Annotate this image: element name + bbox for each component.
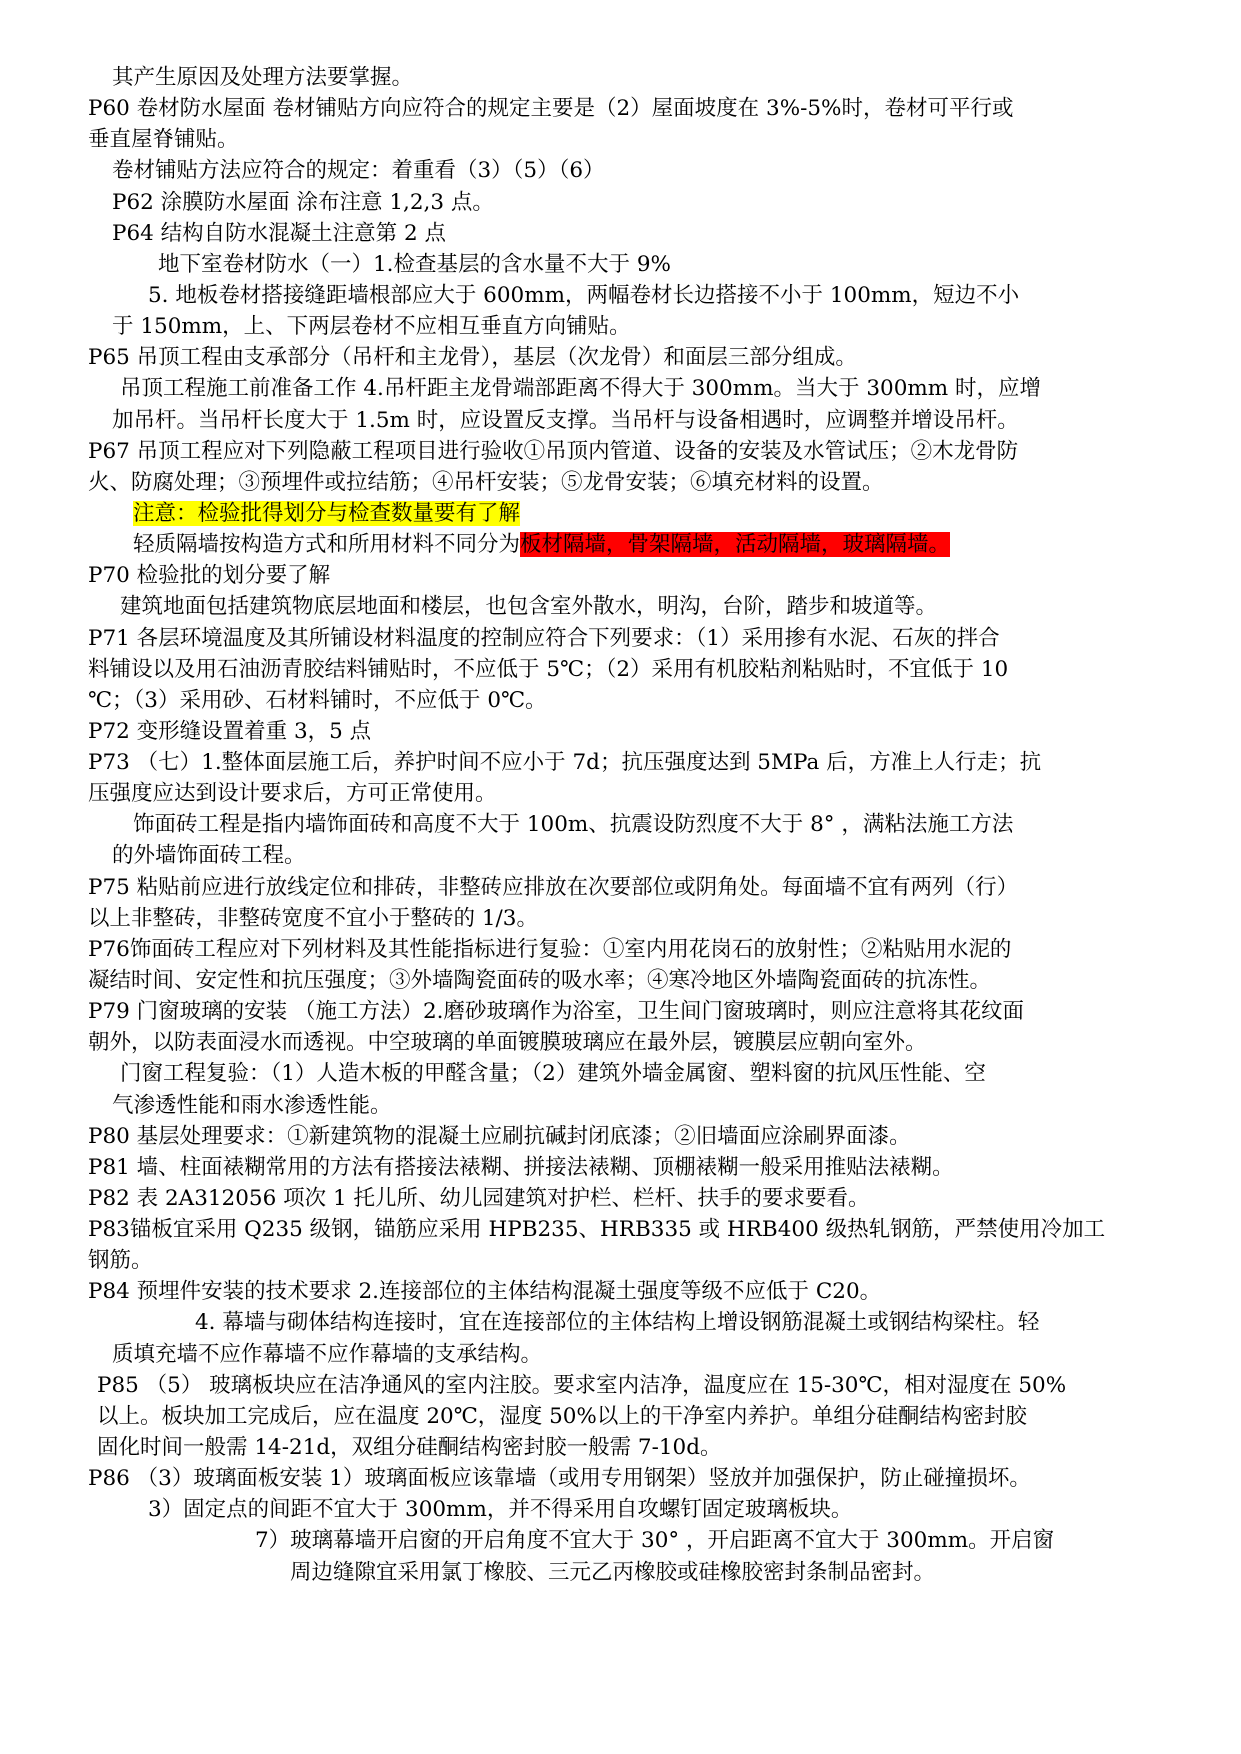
text-line: ℃；（3）采用砂、石材料铺时，不应低于 0℃。 — [88, 688, 547, 713]
text-line: P80 基层处理要求：①新建筑物的混凝土应刷抗碱封闭底漆；②旧墙面应涂刷界面漆。 — [88, 1124, 911, 1149]
text-line: 的外墙饰面砖工程。 — [112, 843, 306, 868]
red-highlight: 板材隔墙，骨架隔墙，活动隔墙，玻璃隔墙。 — [520, 532, 951, 557]
text-line: P85 （5） 玻璃板块应在洁净通风的室内注胶。要求室内洁净，温度应在 15-30℃，相对湿度在 50% — [97, 1373, 1067, 1398]
text-line: 周边缝隙宜采用氯丁橡胶、三元乙丙橡胶或硅橡胶密封条制品密封。 — [290, 1560, 936, 1585]
text-line: P65 吊顶工程由支承部分（吊杆和主龙骨），基层（次龙骨）和面层三部分组成。 — [88, 345, 857, 370]
text-line: P64 结构自防水混凝土注意第 2 点 — [112, 221, 447, 246]
text-line: P60 卷材防水屋面 卷材铺贴方向应符合的规定主要是（2）屋面坡度在 3%-5%时，卷材可平行或 — [88, 96, 1014, 121]
text-line: P84 预埋件安装的技术要求 2.连接部位的主体结构混凝土强度等级不应低于 C20。 — [88, 1279, 882, 1304]
text-line: 朝外，以防表面浸水而透视。中空玻璃的单面镀膜玻璃应在最外层，镀膜层应朝向室外。 — [88, 1030, 927, 1055]
text-line: 垂直屋脊铺贴。 — [88, 127, 239, 152]
text-line: 以上。板块加工完成后，应在温度 20℃，湿度 50%以上的干净室内养护。单组分硅酮结构密封胶 — [97, 1404, 1027, 1429]
text-line: P75 粘贴前应进行放线定位和排砖，非整砖应排放在次要部位或阴角处。每面墙不宜有两列（行） — [88, 875, 1019, 900]
text-line: 固化时间一般需 14-21d，双组分硅酮结构密封胶一般需 7-10d。 — [97, 1435, 722, 1460]
text-line: P73 （七）1.整体面层施工后，养护时间不应小于 7d；抗压强度达到 5MPa 后，方准上人行走；抗 — [88, 750, 1042, 775]
text-line: 门窗工程复验：（1）人造木板的甲醛含量；（2）建筑外墙金属窗、塑料窗的抗风压性能、空 — [120, 1061, 986, 1086]
text-line: P67 吊顶工程应对下列隐蔽工程项目进行验收①吊顶内管道、设备的安装及水管试压；②木龙骨防 — [88, 439, 1019, 464]
text-line: 钢筋。 — [88, 1248, 153, 1273]
text-line: P72 变形缝设置着重 3，5 点 — [88, 719, 372, 744]
text-line: 建筑地面包括建筑物底层地面和楼层，也包含室外散水，明沟，台阶，踏步和坡道等。 — [120, 594, 938, 619]
text-line: P82 表 2A312056 项次 1 托儿所、幼儿园建筑对护栏、栏杆、扶手的要求要看。 — [88, 1186, 870, 1211]
text-line: 吊顶工程施工前准备工作 4.吊杆距主龙骨端部距离不得大于 300mm。当大于 300mm 时，应增 — [120, 376, 1041, 401]
highlighted-note — [133, 499, 520, 529]
text-line: 于 150mm，上、下两层卷材不应相互垂直方向铺贴。 — [112, 314, 631, 339]
text-segment: 轻质隔墙按构造方式和所用材料不同分为 — [133, 532, 521, 557]
yellow-highlight: 注意：检验批得划分与检查数量要有了解 — [133, 501, 521, 526]
text-line: 卷材铺贴方法应符合的规定：着重看（3）（5）（6） — [112, 158, 605, 183]
text-line: P83锚板宜采用 Q235 级钢，锚筋应采用 HPB235、HRB335 或 HRB400 级热轧钢筋，严禁使用冷加工 — [88, 1217, 1106, 1242]
text-line: 饰面砖工程是指内墙饰面砖和高度不大于 100m、抗震设防烈度不大于 8° ，满粘法施工方法 — [133, 812, 1014, 837]
text-line: 7）玻璃幕墙开启窗的开启角度不宜大于 30° ，开启距离不宜大于 300mm。开启窗 — [255, 1528, 1055, 1553]
text-line: P70 检验批的划分要了解 — [88, 563, 331, 588]
text-line: 5. 地板卷材搭接缝距墙根部应大于 600mm，两幅卷材长边搭接不小于 100mm，短边不小 — [148, 283, 1020, 308]
text-line: 以上非整砖，非整砖宽度不宜小于整砖的 1/3。 — [88, 906, 538, 931]
text-line: P86 （3）玻璃面板安装 1）玻璃面板应该靠墙（或用专用钢架）竖放并加强保护，防止碰撞损坏。 — [88, 1466, 1031, 1491]
text-line: 3）固定点的间距不宜大于 300mm，并不得采用自攻螺钉固定玻璃板块。 — [148, 1497, 853, 1522]
text-line: P71 各层环境温度及其所铺设材料温度的控制应符合下列要求：（1）采用掺有水泥、石灰的拌合 — [88, 626, 1000, 651]
text-line: P76饰面砖工程应对下列材料及其性能指标进行复验：①室内用花岗石的放射性；②粘贴用水泥的 — [88, 937, 1012, 962]
text-line: 加吊杆。当吊杆长度大于 1.5m 时，应设置反支撑。当吊杆与设备相遇时，应调整并增设吊杆。 — [112, 408, 1019, 433]
text-line: P81 墙、柱面裱糊常用的方法有搭接法裱糊、拼接法裱糊、顶棚裱糊一般采用推贴法裱糊。 — [88, 1155, 954, 1180]
text-line: 其产生原因及处理方法要掌握。 — [112, 65, 414, 90]
text-line — [133, 530, 950, 560]
text-line: 凝结时间、安定性和抗压强度；③外墙陶瓷面砖的吸水率；④寒冷地区外墙陶瓷面砖的抗冻性。 — [88, 968, 992, 993]
text-line: 气渗透性能和雨水渗透性能。 — [112, 1093, 392, 1118]
text-line: 地下室卷材防水（一）1.检查基层的含水量不大于 9% — [158, 252, 671, 277]
text-line: 压强度应达到设计要求后，方可正常使用。 — [88, 781, 497, 806]
text-line: 火、防腐处理；③预埋件或拉结筋；④吊杆安装；⑤龙骨安装；⑥填充材料的设置。 — [88, 470, 884, 495]
text-line: 4. 幕墙与砌体结构连接时，宜在连接部位的主体结构上增设钢筋混凝土或钢结构梁柱。轻 — [195, 1310, 1040, 1335]
text-line: P62 涂膜防水屋面 涂布注意 1,2,3 点。 — [112, 190, 494, 215]
text-line: 质填充墙不应作幕墙不应作幕墙的支承结构。 — [112, 1342, 543, 1367]
text-line: 料铺设以及用石油沥青胶结料铺贴时，不应低于 5℃；（2）采用有机胶粘剂粘贴时，不宜低于 10 — [88, 657, 1009, 682]
text-line: P79 门窗玻璃的安装 （施工方法）2.磨砂玻璃作为浴室，卫生间门窗玻璃时，则应注意将其花纹面 — [88, 999, 1025, 1024]
